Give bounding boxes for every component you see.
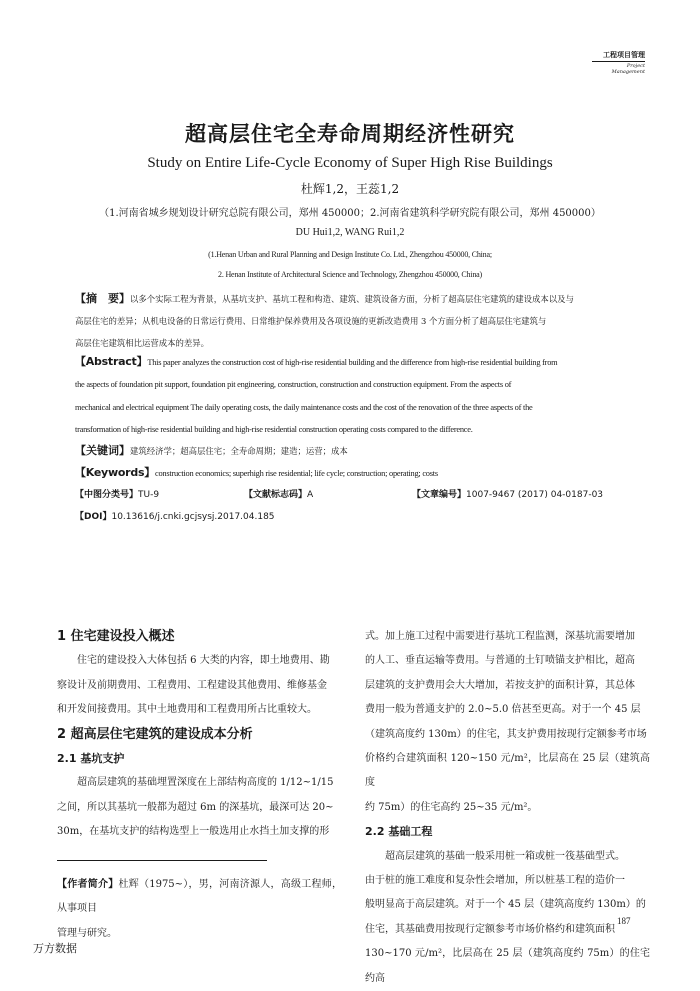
section-2-1-heading: 2.1 基坑支护 <box>57 752 125 766</box>
body-line: （建筑高度约 130m）的住宅，其支护费用按现行定额参考市场 <box>365 728 647 740</box>
body-line: 住宅，其基础费用按现行定额参考市场价格约和建筑面积 <box>365 923 615 935</box>
body-line: 之间，所以其基坑一般都为超过 6m 的深基坑，最深可达 20~ <box>57 801 334 813</box>
abstract-en-label: 【Abstract】 <box>75 355 148 368</box>
body-line: 由于桩的施工难度和复杂性会增加，所以桩基工程的造价一 <box>365 875 625 887</box>
affiliation-en-line: (1.Henan Urban and Rural Planning and Design Institute Co. Ltd., Zhengzhou 450000, China; <box>208 250 492 259</box>
body-line: 价格约合建筑面积 120~150 元/m²，比层高在 25 层（建筑高度 <box>365 753 650 789</box>
abstract-cn <box>75 288 635 354</box>
body-line: 察设计及前期费用、工程费用、工程建设其他费用、维修基金 <box>57 679 327 691</box>
keywords-en-text: construction economics; superhigh rise residential; life cycle; construction; operating; costs <box>155 469 438 478</box>
author-note <box>57 873 342 946</box>
keywords-cn <box>75 440 635 462</box>
author-note-line: 管理与研究。 <box>57 927 117 939</box>
body-line: 30m，在基坑支护的结构选型上一般选用止水挡土加支撑的形 <box>57 826 330 838</box>
keywords-en <box>75 462 635 485</box>
article-number: 【文章编号】1007-9467 (2017) 04-0187-03 <box>412 490 604 500</box>
authors-en: DU Hui1,2, WANG Rui1,2 <box>295 227 405 238</box>
clc-number: 【中图分类号】TU-9 <box>75 490 160 500</box>
keywords-cn-text: 建筑经济学；超高层住宅；全寿命周期；建造；运营；成本 <box>130 446 348 456</box>
body-line: 的人工、垂直运输等费用。与普通的土钉喷锚支护相比，超高 <box>365 655 635 667</box>
body-line: 130~170 元/m²，比层高在 25 层（建筑高度约 75m）的住宅约高 <box>365 948 650 984</box>
watermark: 万方数据 <box>33 942 77 955</box>
section-1-heading: 1 住宅建设投入概述 <box>57 629 175 644</box>
keywords-cn-label: 【关键词】 <box>75 444 130 457</box>
author-note-line: 【作者简介】杜辉（1975~），男，河南济源人，高级工程师，从事项目 <box>57 879 343 915</box>
abstract-en-line: mechanical and electrical equipment The daily operating costs, the daily maintenance costs and the cost of the renovation of the three aspects of the <box>75 402 533 412</box>
body-line: 式。加上施工过程中需要进行基坑工程监测，深基坑需要增加 <box>365 631 635 642</box>
abstract-en-line: transformation of high-rise residential building and high-rise residential construction operating costs compared to the difference. <box>75 424 473 434</box>
body-line: 住宅的建设投入大体包括 6 大类的内容，即土地费用、勘 <box>77 655 330 667</box>
body-line: 般明显高于高层建筑。对于一个 45 层（建筑高度约 130m）的 <box>365 899 646 911</box>
abstract-en-line: 【Abstract】This paper analyzes the construction cost of high-rise residential building and the difference from high-rise residential building from <box>75 355 558 368</box>
body-line: 超高层建筑的基础一般采用桩一箱或桩一筏基础型式。 <box>385 850 625 862</box>
footnote-divider <box>57 860 267 861</box>
journal-header-en: Project Management <box>592 61 645 75</box>
abstract-en-line: the aspects of foundation pit support, foundation pit engineering, construction, construction and construction equipment. From the aspects of <box>75 380 512 390</box>
body-line: 费用一般为普通支护的 2.0~5.0 倍甚至更高。对于一个 45 层 <box>365 704 641 716</box>
abstract-cn-line: 【摘 要】以多个实际工程为背景，从基坑支护、基坑工程和构造、建筑、建筑设备方面，分析了超高层住宅建筑的建设成本以及与 <box>75 292 574 305</box>
document-code: 【文献标志码】A <box>244 490 314 500</box>
body-line: 约 75m）的住宅高约 25~35 元/m²。 <box>365 801 538 813</box>
abstract-cn-label: 【摘 要】 <box>75 292 130 305</box>
section-2-heading: 2 超高层住宅建筑的建设成本分析 <box>57 726 253 742</box>
left-column <box>57 625 342 845</box>
authors-cn: 杜辉1,2，王蕊1,2 <box>300 182 400 196</box>
page-number: 187 <box>617 916 631 926</box>
abstract-cn-line: 高层住宅建筑相比运营成本的差异。 <box>75 338 209 348</box>
doi: 【DOI】10.13616/j.cnki.gcjsysj.2017.04.185 <box>75 512 275 522</box>
abstract-en <box>75 351 635 441</box>
affiliation-en-line: 2. Henan Institute of Architectural Science and Technology, Zhengzhou 450000, China) <box>218 270 482 279</box>
section-2-2-heading: 2.2 基础工程 <box>365 825 433 839</box>
paper-title-cn: 超高层住宅全寿命周期经济性研究 <box>185 122 515 146</box>
author-note-label: 【作者简介】 <box>57 879 119 890</box>
journal-header-cn: 工程项目管理 <box>603 51 645 59</box>
body-line: 和开发间接费用。其中土地费用和工程费用所占比重较大。 <box>57 704 317 716</box>
body-line: 层建筑的支护费用会大大增加，若按支护的面积计算，其总体 <box>365 679 635 691</box>
journal-header <box>592 50 645 75</box>
paper-title-en: Study on Entire Life-Cycle Economy of Super High Rise Buildings <box>147 155 553 171</box>
right-column <box>365 625 650 991</box>
keywords-en-label: 【Keywords】 <box>75 466 156 479</box>
abstract-cn-line: 高层住宅的差异；从机电设备的日常运行费用、日常维护保养费用及各项设施的更新改造费用 3 个方面分析了超高层住宅建筑与 <box>75 316 547 326</box>
body-line: 超高层建筑的基础埋置深度在上部结构高度的 1/12~1/15 <box>77 777 334 789</box>
affiliations-cn: （1.河南省城乡规划设计研究总院有限公司，郑州 450000；2.河南省建筑科学研究院有限公司，郑州 450000） <box>99 208 601 219</box>
